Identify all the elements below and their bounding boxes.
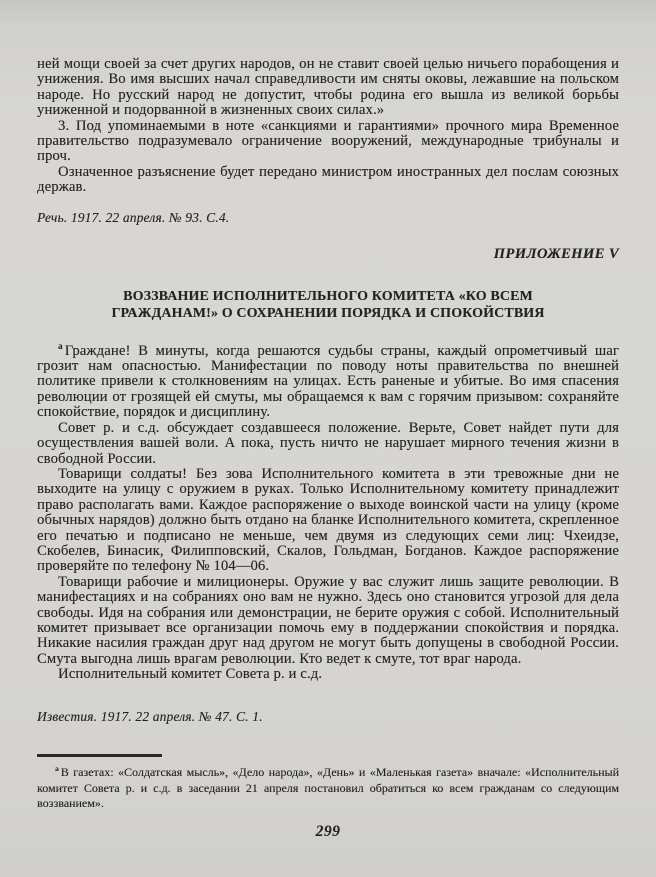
signature-line: Исполнительный комитет Совета р. и с.д. [58, 666, 323, 683]
footnote-marker-ref: а [58, 340, 63, 351]
proclamation-paragraph-soldiers: Товарищи солдаты! Без зова Исполнительного комитета в эти тревожные дни не выходите на улицу с оружием в руках. Только Исполнительному комитету принадлежит право располагать вами. Каждое распоряжение о выходе воинской части на улицу (кроме обычных нарядов) должно быть отдано на бланке Исполнительного комитета, скрепленное его печатью и подписано не меньше, чем двумя из следующих семи лиц: Чхеидзе, Скобелев, Бинасик, Филипповский, Скалов, Гольдман, Богданов. Каждое распоряжение проверяйте по телефону № 104—06. [37, 465, 619, 575]
footnote-separator-rule [37, 754, 162, 757]
proclamation-paragraph-citizens-text: Граждане! В минуты, когда решаются судьбы страны, каждый опрометчивый шаг грозит нам опасностью. Манифестации по поводу ноты правительства по внешней политике привели к столкновениям на улицах. Есть раненые и убитые. Во имя спасения революции от грозящей ей смуты, мы обращаемся к вам с горячим призывом: сохраняйте спокойствие, порядок и дисциплину. [37, 342, 619, 421]
document-title: ВОЗЗВАНИЕ ИСПОЛНИТЕЛЬНОГО КОМИТЕТА «КО ВСЕМ ГРАЖДАНАМ!» О СОХРАНЕНИИ ПОРЯДКА И СПОКОЙСТВИЯ [111, 288, 545, 322]
proclamation-paragraph-workers: Товарищи рабочие и милиционеры. Оружие у вас служит лишь защите революции. В манифестациях и на собраниях оно вам не нужно. Здесь оно становится угрозой для дела свободы. Идя на собрания или демонстрации, не берите оружия с собой. Исполнительный комитет призывает все организации помочь ему в поддержании спокойствия и порядка. Никакие насилия граждан друг над другом не могут быть допущены в свободной России. Смута выгодна лишь врагам революции. Кто ведет к смуте, тот враг народа. [37, 573, 619, 667]
proclamation-text-block [37, 340, 619, 683]
clarification-paragraph: Означенное разъяснение будет передано министром иностранных дел послам союзных держав. [37, 163, 619, 196]
source-citation-izvestia: Известия. 1917. 22 апреля. № 47. С. 1. [37, 708, 263, 724]
proclamation-paragraph-citizens [37, 340, 619, 421]
footnote [37, 765, 619, 813]
note-explanation-paragraph: 3. Под упоминаемыми в ноте «санкциями и гарантиями» прочного мира Временное правительство подразумевало ограничение вооружений, международные трибуналы и проч. [37, 117, 619, 165]
footnote-text: В газетах: «Солдатская мысль», «Дело народа», «День» и «Маленькая газета» вначале: «Исполнительный комитет Совета р. и с.д. в заседании 21 апреля постановил обратиться ко всем гражданам со следующим воззванием». [37, 764, 619, 811]
footnote-marker: а [55, 763, 59, 773]
appendix-heading: ПРИЛОЖЕНИЕ V [493, 245, 619, 262]
proclamation-paragraph-soviet: Совет р. и с.д. обсуждает создавшееся положение. Верьте, Совет найдет пути для осуществления вашей воли. А пока, пусть ничто не нарушает мирного течения жизни в свободной России. [37, 419, 619, 467]
top-text-block [37, 57, 619, 196]
footnote-text-wrap [37, 765, 619, 813]
continuation-paragraph: ней мощи своей за счет других народов, он не ставит своей целью ничьего порабощения и унижения. Во имя высших начал справедливости им сняты оковы, лежавшие на польском народе. Но русский народ не допустит, чтобы родина его вышла из великой борьбы униженной и подорванной в жизненных своих силах.» [37, 56, 619, 119]
page-number: 299 [315, 823, 341, 841]
source-citation-rech: Речь. 1917. 22 апреля. № 93. С.4. [37, 209, 230, 225]
